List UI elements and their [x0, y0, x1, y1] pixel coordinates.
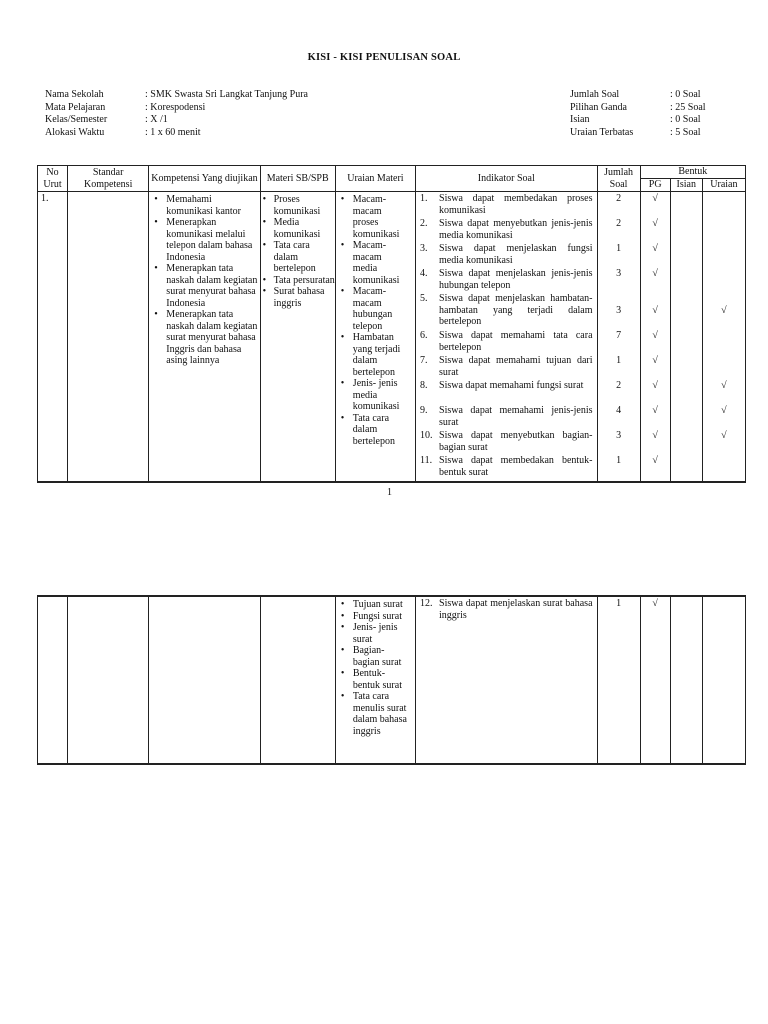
list-item: • Jenis- jenis surat: [336, 622, 407, 645]
uraian-check: √: [721, 380, 727, 391]
info-value: : 0 Soal: [670, 114, 701, 125]
info-value: : 1 x 60 menit: [145, 126, 201, 138]
item-number: 12.: [420, 598, 433, 609]
item-number: 5.: [420, 293, 428, 304]
info-key: Nama Sekolah: [45, 89, 104, 100]
item-text: Siswa dapat menyebutkan jenis-jenis media komunikasi: [439, 218, 593, 241]
cell-no: [38, 596, 68, 764]
uraian-check: [703, 243, 745, 268]
header-kompetensi: Kompetensi Yang diujikan: [149, 166, 260, 192]
list-item: • Menerapkan komunikasi melalui telepon dalam bahasa Indonesia: [149, 217, 259, 263]
list-item: [416, 293, 597, 330]
item-text: Siswa dapat memahami fungsi surat: [439, 380, 584, 391]
jumlah-value: 1: [616, 598, 622, 609]
uraian-check: √: [721, 405, 727, 416]
pg-check: √: [652, 330, 658, 341]
item-number: 4.: [420, 268, 428, 279]
uraian-check: [703, 355, 745, 380]
info-value: : 0 Soal: [670, 89, 701, 100]
list-item: [416, 355, 597, 380]
list-item: [416, 380, 597, 405]
cell-kompetensi: [149, 192, 260, 482]
jumlah-value: 1: [616, 355, 622, 366]
pg-check: [641, 293, 670, 305]
cell-isian: [670, 192, 702, 482]
list-item: [416, 455, 597, 480]
list-item: • Macam-macam media komunikasi: [336, 240, 407, 286]
pg-check: √: [652, 243, 658, 254]
list-item: [416, 598, 597, 623]
jumlah-value: 1: [616, 455, 622, 466]
jumlah-value: 3: [616, 305, 622, 316]
cell-standar: [68, 596, 149, 764]
cell-jumlah-soal: [597, 596, 640, 764]
list-item: • Macam-macam proses komunikasi: [336, 194, 407, 240]
list-item: [416, 243, 597, 268]
cell-uraian: [702, 192, 745, 482]
page-number: 1: [387, 487, 392, 498]
info-right-block: [570, 89, 706, 139]
item-number: 3.: [420, 243, 428, 254]
info-value: : Korespodensi: [145, 101, 206, 113]
cell-uraian-materi: [335, 596, 415, 764]
list-item: • Tujuan surat: [336, 599, 407, 611]
info-value: : SMK Swasta Sri Langkat Tanjung Pura: [145, 89, 308, 100]
jumlah-value: 3: [616, 268, 622, 279]
uraian-check: √: [721, 305, 727, 316]
list-item: • Surat bahasa inggris: [261, 286, 335, 309]
pg-check: √: [652, 380, 658, 391]
list-item: • Macam-macam hubungan telepon: [336, 286, 407, 332]
item-number: 9.: [420, 405, 428, 416]
list-item: • Menerapkan tata naskah dalam kegiatan surat menyurat bahasa Indonesia: [149, 263, 259, 309]
list-item: • Hambatan yang terjadi dalam bertelepon: [336, 332, 407, 378]
cell-indikator: [416, 192, 598, 482]
uraian-check: [703, 455, 745, 480]
item-text: Siswa dapat menjelaskan hambatan- hambatan yang terjadi dalam bertelepon: [439, 293, 593, 327]
uraian-check: [703, 330, 745, 355]
info-value: : 25 Soal: [670, 101, 706, 113]
list-item: • Tata persuratan: [261, 275, 335, 287]
list-item: • Tata cara menulis surat dalam bahasa inggris: [336, 691, 407, 737]
list-item: • Menerapkan tata naskah dalam kegiatan surat menyurat bahasa Inggris dan bahasa asing lainnya: [149, 309, 259, 367]
pg-check: √: [652, 193, 658, 204]
pg-check: √: [652, 455, 658, 466]
info-key: Jumlah Soal: [570, 89, 620, 100]
info-value: : 5 Soal: [670, 126, 701, 138]
item-text: Siswa dapat memahami tata cara bertelepon: [439, 330, 593, 353]
info-key: Mata Pelajaran: [45, 101, 106, 113]
cell-uraian-materi: [335, 192, 415, 482]
header-isian: Isian: [670, 179, 702, 192]
info-key: Alokasi Waktu: [45, 126, 105, 138]
list-item: • Tata cara dalam bertelepon: [261, 240, 335, 275]
kisi-table-page2: [37, 595, 746, 765]
pg-check: √: [652, 430, 658, 441]
pg-check: √: [652, 305, 658, 316]
item-text: Siswa dapat menjelaskan surat bahasa inggris: [439, 598, 593, 621]
header-materi: Materi SB/SPB: [260, 166, 335, 192]
list-item: • Jenis- jenis media komunikasi: [336, 378, 407, 413]
item-text: Siswa dapat menjelaskan jenis-jenis hubungan telepon: [439, 268, 593, 291]
item-text: Siswa dapat menjelaskan fungsi media komunikasi: [439, 243, 593, 266]
list-item: • Memahami komunikasi kantor: [149, 194, 259, 217]
cell-no: 1.: [38, 192, 68, 482]
jumlah-value: 2: [616, 218, 622, 229]
item-number: 8.: [420, 380, 428, 391]
jumlah-value: 7: [616, 330, 622, 341]
kisi-table-page1: [37, 165, 746, 483]
jumlah-value: 3: [616, 430, 622, 441]
list-item: [416, 268, 597, 293]
info-value: : X /1: [145, 114, 168, 125]
cell-kompetensi: [149, 596, 260, 764]
item-number: 7.: [420, 355, 428, 366]
jumlah-value: [598, 293, 640, 305]
pg-check: √: [652, 405, 658, 416]
item-text: Siswa dapat memahami jenis-jenis surat: [439, 405, 593, 428]
jumlah-value: 2: [616, 380, 622, 391]
header-indikator: Indikator Soal: [416, 166, 598, 192]
list-item: • Media komunikasi: [261, 217, 335, 240]
info-key: Uraian Terbatas: [570, 126, 634, 138]
pg-check: √: [652, 598, 658, 609]
header-standar-kompetensi: Standar Kompetensi: [68, 166, 149, 192]
header-jumlah-soal: Jumlah Soal: [597, 166, 640, 192]
cell-indikator: [416, 596, 598, 764]
uraian-check: √: [721, 430, 727, 441]
list-item: • Tata cara dalam bertelepon: [336, 413, 407, 448]
page-title: KISI - KISI PENULISAN SOAL: [307, 52, 461, 63]
cell-pg: [640, 596, 670, 764]
cell-pg: [640, 192, 670, 482]
item-number: 6.: [420, 330, 428, 341]
header-no-urut: No Urut: [38, 166, 68, 192]
cell-materi: [260, 596, 335, 764]
item-number: 10.: [420, 430, 433, 441]
header-pg: PG: [640, 179, 670, 192]
header-bentuk: Bentuk: [640, 166, 745, 179]
pg-check: √: [652, 268, 658, 279]
item-text: Siswa dapat menyebutkan bagian-bagian surat: [439, 430, 593, 453]
list-item: [416, 193, 597, 218]
uraian-check: [703, 293, 745, 305]
info-key: Kelas/Semester: [45, 114, 108, 125]
info-key: Isian: [570, 114, 590, 125]
list-item: [416, 330, 597, 355]
cell-jumlah-soal: [597, 192, 640, 482]
cell-uraian: [702, 596, 745, 764]
item-number: 1.: [420, 193, 428, 204]
header-uraian-materi: Uraian Materi: [335, 166, 415, 192]
pg-check: √: [652, 355, 658, 366]
cell-isian: [670, 596, 702, 764]
list-item: • Bagian-bagian surat: [336, 645, 407, 668]
pg-check: √: [652, 218, 658, 229]
item-number: 11.: [420, 455, 433, 466]
list-item: • Fungsi surat: [336, 611, 407, 623]
info-left-block: [45, 89, 308, 139]
list-item: • Proses komunikasi: [261, 194, 335, 217]
item-text: Siswa dapat membedakan proses komunikasi: [439, 193, 593, 216]
cell-standar: [68, 192, 149, 482]
jumlah-value: 2: [616, 193, 622, 204]
item-text: Siswa dapat membedakan bentuk-bentuk surat: [439, 455, 593, 478]
list-item: • Bentuk-bentuk surat: [336, 668, 407, 691]
cell-materi: [260, 192, 335, 482]
item-text: Siswa dapat memahami tujuan dari surat: [439, 355, 593, 378]
jumlah-value: 1: [616, 243, 622, 254]
info-key: Pilihan Ganda: [570, 101, 627, 113]
item-number: 2.: [420, 218, 428, 229]
uraian-check: [703, 218, 745, 243]
uraian-check: [703, 268, 745, 293]
list-item: [416, 405, 597, 430]
header-uraian: Uraian: [702, 179, 745, 192]
uraian-check: [703, 193, 745, 218]
jumlah-value: 4: [616, 405, 622, 416]
list-item: [416, 218, 597, 243]
list-item: [416, 430, 597, 455]
